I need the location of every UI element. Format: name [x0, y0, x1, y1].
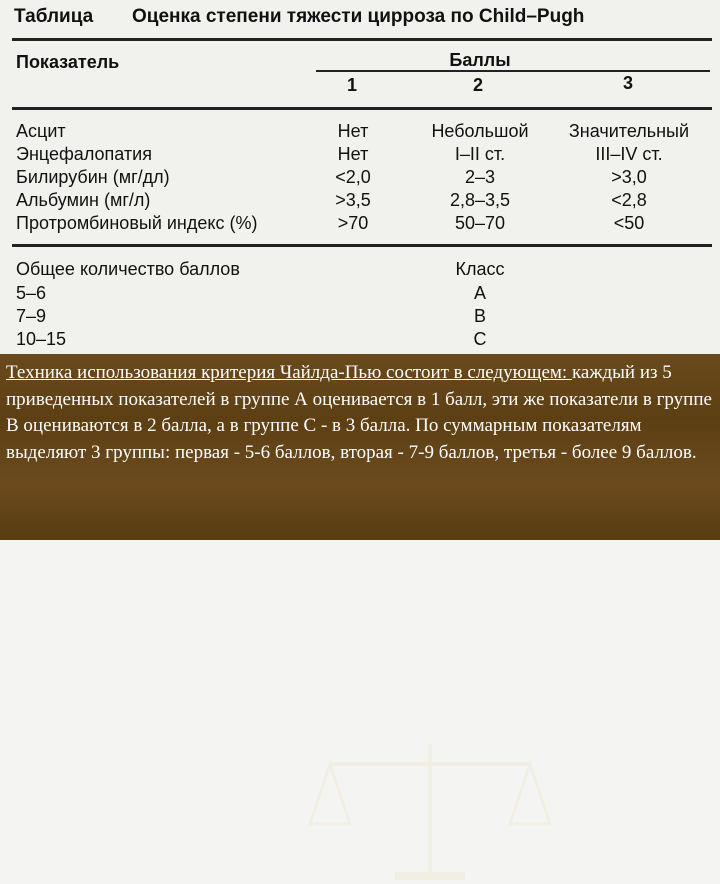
class-label: Класс: [455, 259, 505, 279]
description-panel: [0, 354, 720, 540]
description-body: каждый из 5 приведенных показателей в группе А оценивается в 1 балл, эти же показатели в группе В оцениваются в 2 балла, а в группе С - в 3 балла. По суммарным показателям выделяют 3 группы: первая - 5-6 баллов, вторая - 7-9 баллов, третья - более 9 баллов.: [6, 362, 712, 463]
class-value: A: [473, 283, 486, 303]
points-header: Баллы: [449, 50, 511, 70]
row-score-3: >3,0: [611, 167, 647, 187]
row-name: Асцит: [16, 121, 66, 141]
table-image: [0, 0, 720, 354]
class-value: C: [473, 329, 487, 349]
row-score-1: <2,0: [335, 167, 371, 187]
row-score-3: <50: [613, 213, 645, 233]
col-3-header: 3: [622, 73, 633, 93]
description-text: [6, 360, 714, 466]
row-score-1: >3,5: [335, 190, 371, 210]
col-2-header: 2: [472, 75, 483, 95]
row-name: Альбумин (мг/л): [16, 190, 151, 210]
table-title: Оценка степени тяжести цирроза по Child–Pugh: [132, 6, 585, 27]
indicator-header: Показатель: [16, 52, 120, 72]
total-score-label: Общее количество баллов: [16, 259, 240, 279]
row-score-2: Небольшой: [431, 121, 529, 141]
description-lead: Техника использования критерия Чайлда-Пью состоит в следующем:: [6, 362, 572, 383]
body-rule: [12, 244, 712, 247]
points-rule: [316, 70, 710, 72]
row-score-2: 50–70: [454, 213, 506, 233]
header-rule: [12, 107, 712, 110]
row-score-3: III–IV ст.: [595, 144, 663, 164]
class-value: B: [473, 306, 486, 326]
top-rule: [12, 38, 712, 41]
row-score-1: Нет: [337, 144, 369, 164]
table-label: Таблица: [14, 6, 94, 27]
row-score-2: 2–3: [464, 167, 496, 187]
scales-background-graphic: [300, 734, 560, 884]
row-score-1: Нет: [337, 121, 369, 141]
row-name: Энцефалопатия: [16, 144, 152, 164]
score-range: 7–9: [16, 306, 47, 326]
score-range: 5–6: [16, 283, 47, 303]
row-name: Билирубин (мг/дл): [16, 167, 170, 187]
score-range: 10–15: [16, 329, 67, 349]
row-score-3: <2,8: [611, 190, 647, 210]
row-score-2: I–II ст.: [454, 144, 506, 164]
row-score-3: Значительный: [568, 121, 690, 141]
row-name: Протромбиновый индекс (%): [16, 213, 258, 233]
row-score-1: >70: [337, 213, 369, 233]
col-1-header: 1: [346, 75, 357, 95]
row-score-2: 2,8–3,5: [449, 190, 511, 210]
